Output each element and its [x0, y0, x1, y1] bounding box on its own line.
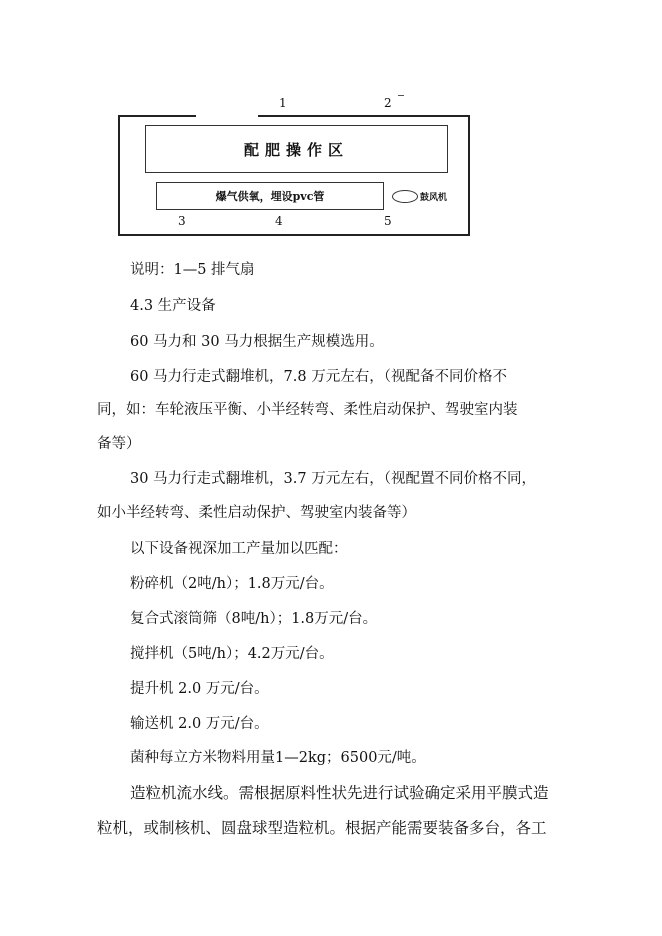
workshop-entrance: [196, 113, 258, 118]
mixing-zone: [145, 125, 448, 173]
note-line: 说明：1—5 排气扇: [130, 262, 255, 278]
paragraph-line: 备等）: [97, 436, 141, 452]
paragraph-line: 30 马力行走式翻堆机，3.7 万元左右，（视配置不同价格不同，: [130, 471, 536, 487]
equipment-line: 搅拌机（5吨/h）；4.2万元/台。: [130, 646, 334, 662]
fan-label-3: 3: [178, 214, 186, 228]
paragraph-line: 以下设备视深加工产量加以匹配：: [130, 541, 348, 557]
equipment-line: 提升机 2.0 万元/台。: [130, 681, 269, 697]
fan-label-5: 5: [384, 214, 392, 228]
paragraph-line: 造粒机流水线。需根据原料性状先进行试验确定采用平膜式造: [130, 784, 549, 802]
equipment-line: 输送机 2.0 万元/台。: [130, 716, 269, 732]
section-heading: 4.3 生产设备: [130, 298, 216, 314]
layout-diagram: [0, 0, 662, 250]
paragraph-line: 60 马力行走式翻堆机，7.8 万元左右，（视配备不同价格不: [130, 369, 507, 385]
fan-label-2: 2: [384, 96, 392, 110]
paragraph-line: 60 马力和 30 马力根据生产规模选用。: [130, 334, 384, 350]
equipment-line: 粉碎机（2吨/h）；1.8万元/台。: [130, 576, 334, 592]
fan-label-4: 4: [275, 214, 283, 228]
aeration-pipe-label: 爆气供氧，埋设pvc管: [215, 190, 325, 203]
blower-label: 鼓风机: [420, 193, 448, 203]
equipment-line: 菌种每立方米物料用量1—2kg；6500元/吨。: [130, 750, 426, 766]
paragraph-line: 粒机，或制核机、圆盘球型造粒机。根据产能需要装备多台，各工: [97, 819, 547, 837]
aeration-pipe-box: [156, 182, 384, 210]
fan-label-1: 1: [279, 96, 287, 110]
equipment-line: 复合式滚筒筛（8吨/h）；1.8万元/台。: [130, 611, 378, 627]
blower-icon: [392, 190, 418, 203]
paragraph-line: 同，如：车轮液压平衡、小半经转弯、柔性启动保护、驾驶室内装: [97, 402, 518, 418]
mixing-zone-label: 配肥操作区: [243, 140, 349, 159]
paragraph-line: 如小半经转弯、柔性启动保护、驾驶室内装备等）: [97, 505, 416, 521]
tick-mark: [398, 95, 404, 96]
